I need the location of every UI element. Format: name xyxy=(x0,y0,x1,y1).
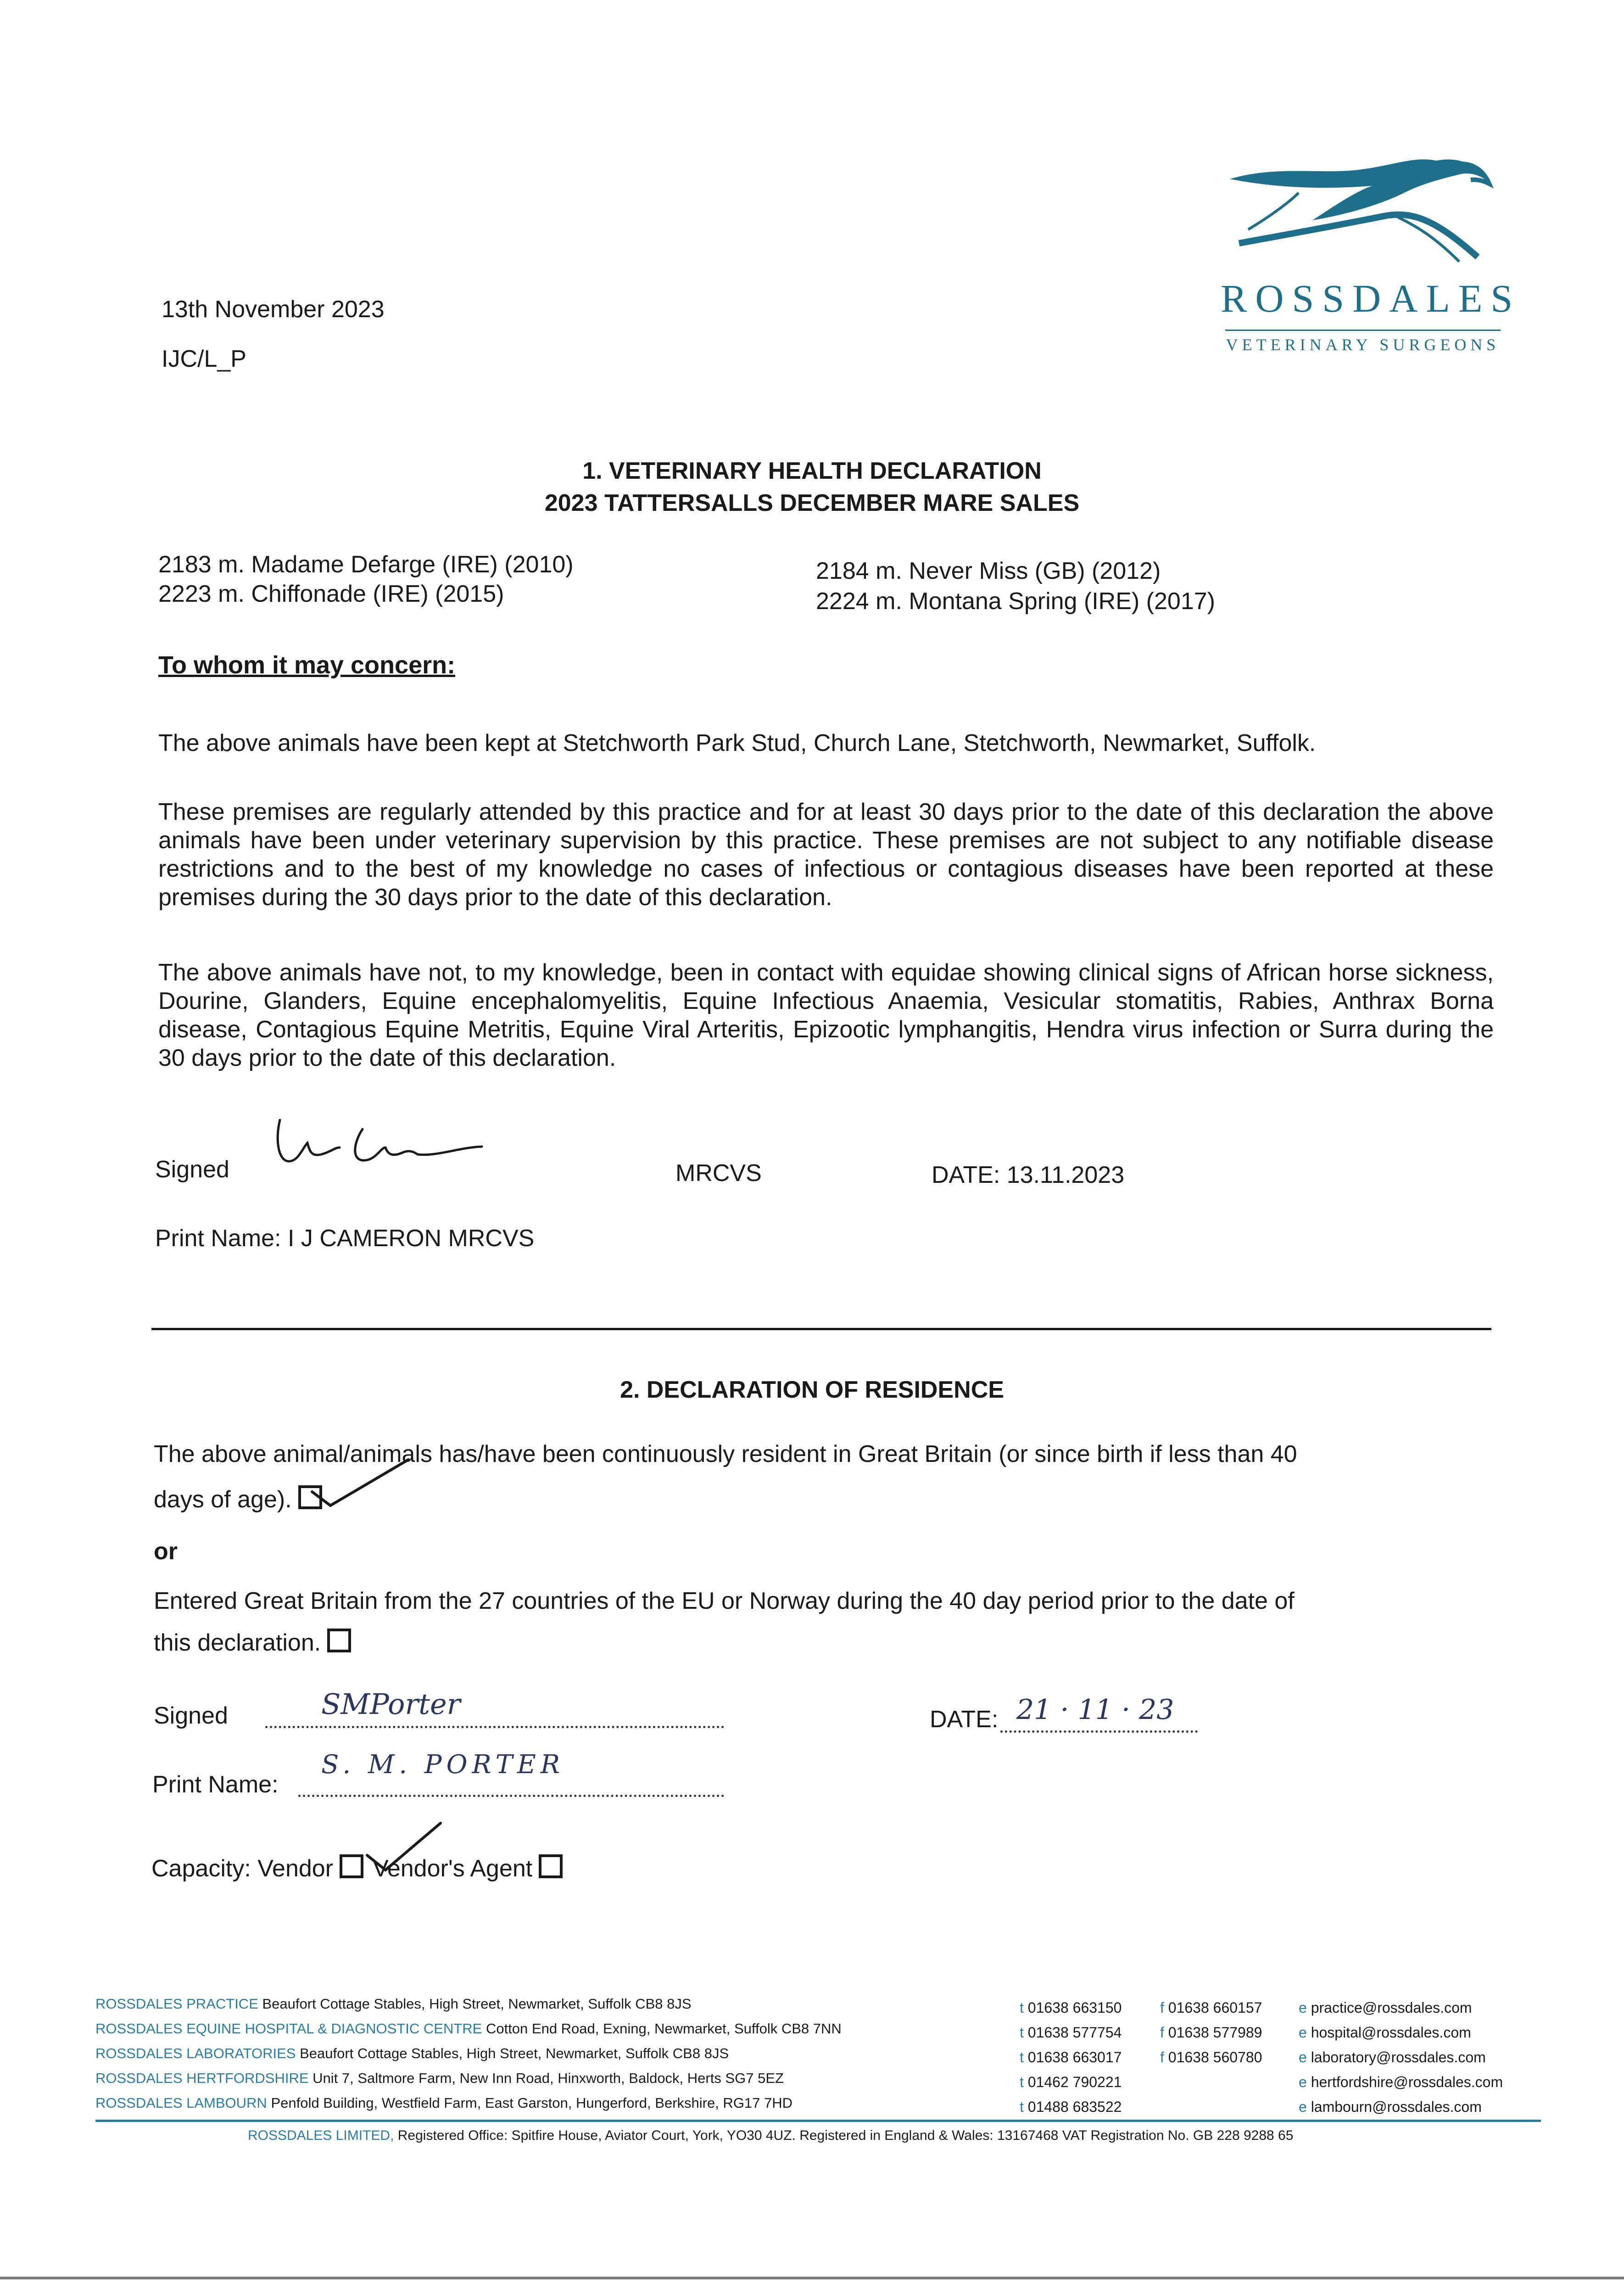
or-label: or xyxy=(154,1538,178,1565)
footer-address-text-1: Cotton End Road, Exning, Newmarket, Suffolk CB8 7NN xyxy=(486,2021,842,2037)
logo-divider xyxy=(1225,330,1501,331)
vet-signature-icon xyxy=(271,1111,486,1175)
disease-paragraph: The above animals have not, to my knowledge, been in contact with equidae showing clinical signs of African horse sickness, Dourine, Glanders, Equine encephalomyelitis, Equine Infectious Anaemia, Vesicular stomatitis, Rabies, Anthrax Borna disease, Contagious Equine Metritis, Equine Viral Arteritis, Epizootic lymphangitis, Hendra virus infection or Surra during the 30 days prior to the date of this declaration. xyxy=(158,959,1494,1071)
footer-phone-0: t 01638 663150 xyxy=(1020,1999,1122,2016)
residence-option1-line2 xyxy=(154,1485,322,1513)
footer-address-4 xyxy=(95,2095,792,2111)
section2-date-value: 21 · 11 · 23 xyxy=(1016,1694,1174,1726)
footer-org-3: ROSSDALES HERTFORDSHIRE xyxy=(95,2070,309,2086)
section1-signed-label: Signed xyxy=(155,1156,229,1183)
footer-address-text-4: Penfold Building, Westfield Farm, East Garston, Hungerford, Berkshire, RG17 7HD xyxy=(271,2095,793,2111)
footer-email-3[interactable]: e hertfordshire@rossdales.com xyxy=(1299,2074,1503,2090)
salutation: To whom it may concern: xyxy=(158,651,456,679)
residence-option1-line1: The above animal/animals has/have been continuously resident in Great Britain (or since birth if less than 40 xyxy=(154,1441,1297,1467)
section2-signed-label: Signed xyxy=(154,1702,228,1729)
footer-address-2 xyxy=(95,2045,729,2062)
footer-rule xyxy=(95,2120,1541,2122)
footer-fax-1: f 01638 577989 xyxy=(1160,2024,1262,2041)
animal-2184: 2184 m. Never Miss (GB) (2012) xyxy=(816,558,1161,584)
footer-org-0: ROSSDALES PRACTICE xyxy=(95,1996,258,2012)
footer-org-4: ROSSDALES LAMBOURN xyxy=(95,2095,267,2111)
logo-name: ROSSDALES xyxy=(1221,276,1521,320)
section1-print-name: Print Name: I J CAMERON MRCVS xyxy=(155,1225,535,1252)
residence-option2-line1: Entered Great Britain from the 27 countries of the EU or Norway during the 40 day period prior to the date of xyxy=(154,1588,1295,1614)
footer-registered-org: ROSSDALES LIMITED, xyxy=(248,2128,394,2143)
section-divider xyxy=(151,1328,1491,1330)
footer-phone-value-1: 01638 577754 xyxy=(1027,2024,1122,2041)
footer-address-0 xyxy=(95,1996,692,2012)
footer-registered-text: Registered Office: Spitfire House, Aviator Court, York, YO30 4UZ. Registered in England & Wales: 13167468 VAT Registration No. GB 228 9288 65 xyxy=(397,2128,1294,2143)
footer-registered xyxy=(248,2128,1293,2144)
footer-address-1 xyxy=(95,2021,842,2037)
footer-phone-1: t 01638 577754 xyxy=(1020,2024,1122,2041)
footer-org-2: ROSSDALES LABORATORIES xyxy=(95,2045,296,2061)
section1-title-line1: 1. VETERINARY HEALTH DECLARATION xyxy=(582,458,1042,484)
vendor-signature: SMPorter xyxy=(321,1687,461,1721)
horse-logo-icon xyxy=(1221,147,1505,285)
footer-fax-value-1: 01638 577989 xyxy=(1168,2024,1262,2041)
footer-address-text-0: Beaufort Cottage Stables, High Street, Newmarket, Suffolk CB8 8JS xyxy=(262,1996,692,2012)
capacity-row xyxy=(151,1854,563,1882)
footer-fax-0: f 01638 660157 xyxy=(1160,1999,1262,2016)
footer-address-3 xyxy=(95,2070,784,2087)
footer-phone-value-3: 01462 790221 xyxy=(1027,2074,1122,2090)
eu-entry-checkbox[interactable] xyxy=(327,1629,351,1652)
footer-email-2[interactable]: e laboratory@rossdales.com xyxy=(1299,2049,1486,2066)
vendor-checkmark-icon xyxy=(358,1819,450,1874)
footer-phone-2: t 01638 663017 xyxy=(1020,2049,1122,2066)
footer-address-text-3: Unit 7, Saltmore Farm, New Inn Road, Hinxworth, Baldock, Herts SG7 5EZ xyxy=(313,2070,784,2086)
resident-checkmark-icon xyxy=(298,1455,418,1510)
footer-phone-value-2: 01638 663017 xyxy=(1027,2049,1122,2066)
footer-phone-4: t 01488 683522 xyxy=(1020,2099,1122,2115)
section1-date: DATE: 13.11.2023 xyxy=(932,1162,1125,1188)
footer-email-value-0: practice@rossdales.com xyxy=(1311,1999,1472,2016)
animal-2183: 2183 m. Madame Defarge (IRE) (2010) xyxy=(158,551,574,578)
footer-email-value-1: hospital@rossdales.com xyxy=(1311,2024,1471,2041)
section2-print-label: Print Name: xyxy=(152,1771,279,1798)
footer-email-1[interactable]: e hospital@rossdales.com xyxy=(1299,2024,1471,2041)
footer-fax-2: f 01638 560780 xyxy=(1160,2049,1262,2066)
footer-email-value-2: laboratory@rossdales.com xyxy=(1311,2049,1486,2066)
capacity-vendor-label: Capacity: Vendor xyxy=(151,1855,334,1882)
footer-email-value-4: lambourn@rossdales.com xyxy=(1311,2099,1482,2115)
footer-phone-value-0: 01638 663150 xyxy=(1027,1999,1122,2016)
logo-subtitle: VETERINARY SURGEONS xyxy=(1226,336,1500,354)
animal-2223: 2223 m. Chiffonade (IRE) (2015) xyxy=(158,581,504,607)
premises-paragraph: The above animals have been kept at Stetchworth Park Stud, Church Lane, Stetchworth, Newmarket, Suffolk. xyxy=(158,730,1316,756)
footer-address-text-2: Beaufort Cottage Stables, High Street, Newmarket, Suffolk CB8 8JS xyxy=(300,2045,729,2061)
residence-option1-text: days of age). xyxy=(154,1486,292,1513)
vendor-agent-checkbox[interactable] xyxy=(539,1854,563,1878)
footer-org-1: ROSSDALES EQUINE HOSPITAL & DIAGNOSTIC CENTRE xyxy=(95,2021,482,2037)
animal-2224: 2224 m. Montana Spring (IRE) (2017) xyxy=(816,588,1215,615)
section2-title: 2. DECLARATION OF RESIDENCE xyxy=(620,1377,1004,1403)
footer-phone-3: t 01462 790221 xyxy=(1020,2074,1122,2090)
rossdales-logo xyxy=(1221,147,1521,367)
footer-fax-value-0: 01638 660157 xyxy=(1168,1999,1262,2016)
vendor-agent-label: Vendor's Agent xyxy=(373,1855,533,1882)
residence-option2-line2 xyxy=(154,1629,351,1657)
page-bottom-edge xyxy=(0,2277,1624,2279)
footer-email-4[interactable]: e lambourn@rossdales.com xyxy=(1299,2099,1482,2115)
print-name-value: S. M. PORTER xyxy=(321,1750,565,1780)
footer-email-0[interactable]: e practice@rossdales.com xyxy=(1299,1999,1472,2016)
residence-option2-text: this declaration. xyxy=(154,1629,321,1656)
footer-phone-value-4: 01488 683522 xyxy=(1027,2099,1122,2115)
letter-reference: IJC/L_P xyxy=(162,346,246,372)
mrcvs-label: MRCVS xyxy=(675,1160,762,1187)
footer-email-value-3: hertfordshire@rossdales.com xyxy=(1311,2074,1503,2090)
footer-fax-value-2: 01638 560780 xyxy=(1168,2049,1262,2066)
letter-date: 13th November 2023 xyxy=(162,296,385,323)
supervision-paragraph: These premises are regularly attended by this practice and for at least 30 days prior to the date of this declaration the above animals have been under veterinary supervision by this practice. These premises are not subject to any notifiable disease restrictions and to the best of my knowledge no cases of infectious or contagious diseases have been reported at these premises during the 30 days prior to the date of this declaration. xyxy=(158,799,1494,911)
section1-title-line2: 2023 TATTERSALLS DECEMBER MARE SALES xyxy=(544,490,1080,516)
section2-date-label: DATE: xyxy=(930,1706,999,1733)
